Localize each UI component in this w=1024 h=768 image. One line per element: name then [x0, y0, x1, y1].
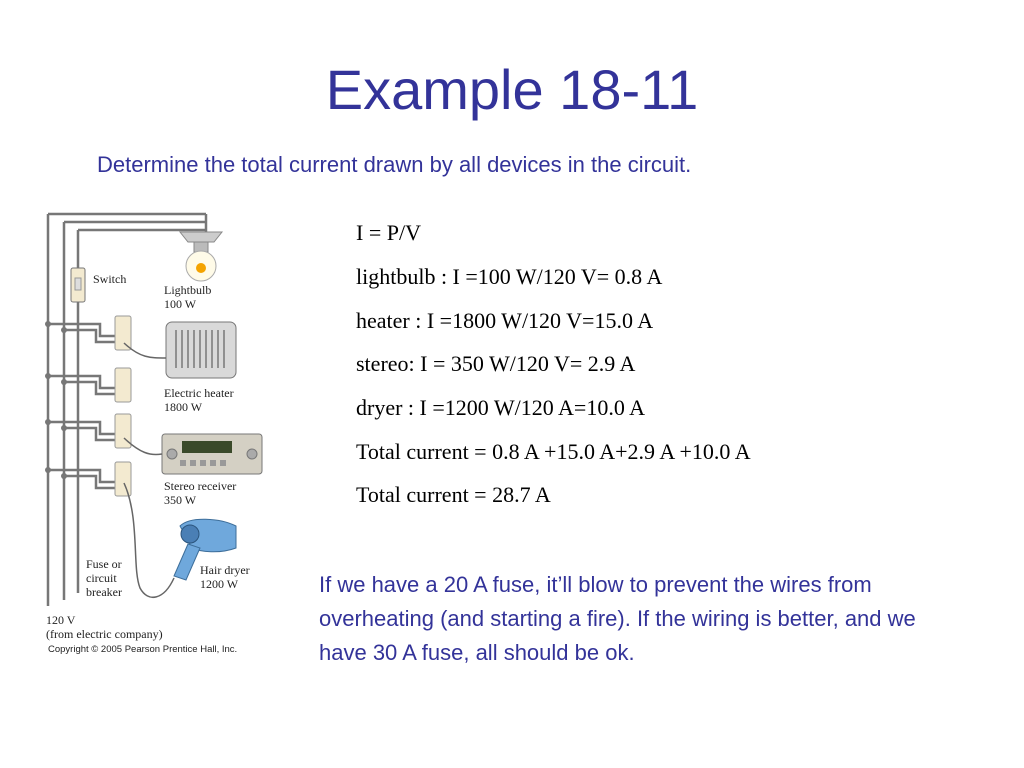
heater-label: Electric heater: [164, 386, 234, 400]
circuit-diagram: [40, 208, 270, 658]
fuse-note: If we have a 20 A fuse, it’ll blow to prevent the wires from overheating (and starting a fire). If the wiring is better, and we have 30 A fuse, all should be ok.: [319, 572, 916, 665]
fuse-label-line1: Fuse or: [86, 557, 122, 571]
slide-subtitle: Determine the total current drawn by all devices in the circuit.: [97, 152, 692, 177]
stereo-label: Stereo receiver: [164, 479, 237, 493]
slide-title: Example 18-11: [325, 58, 699, 121]
fuse-label-line3: breaker: [86, 585, 122, 599]
equation-dryer: dryer : I =1200 W/120 A=10.0 A: [356, 395, 645, 420]
outlet-icon: [115, 462, 131, 496]
outlet-icon: [115, 368, 131, 402]
equation-lightbulb: lightbulb : I =100 W/120 V= 0.8 A: [356, 264, 663, 289]
lightbulb-label: Lightbulb: [164, 283, 212, 297]
source-label: (from electric company): [46, 627, 163, 641]
equation-total-result: Total current = 28.7 A: [356, 482, 551, 507]
lightbulb-watts: 100 W: [164, 297, 197, 311]
fuse-label-line2: circuit: [86, 571, 117, 585]
equation-stereo: stereo: I = 350 W/120 V= 2.9 A: [356, 351, 636, 376]
lightbulb-icon: [180, 232, 222, 281]
dryer-watts: 1200 W: [200, 577, 239, 591]
outlet-icon: [115, 316, 131, 350]
equation-heater: heater : I =1800 W/120 V=15.0 A: [356, 308, 654, 333]
dryer-label: Hair dryer: [200, 563, 250, 577]
voltage-label: 120 V: [46, 613, 76, 627]
stereo-watts: 350 W: [164, 493, 197, 507]
heater-watts: 1800 W: [164, 400, 203, 414]
copyright-text: Copyright © 2005 Pearson Prentice Hall, Inc.: [48, 644, 238, 655]
equation-total-sum: Total current = 0.8 A +15.0 A+2.9 A +10.0 A: [356, 439, 751, 464]
switch-label: Switch: [93, 272, 127, 286]
electric-heater-icon: [166, 322, 236, 378]
equation-formula: I = P/V: [356, 220, 421, 245]
stereo-receiver-icon: [162, 434, 262, 474]
